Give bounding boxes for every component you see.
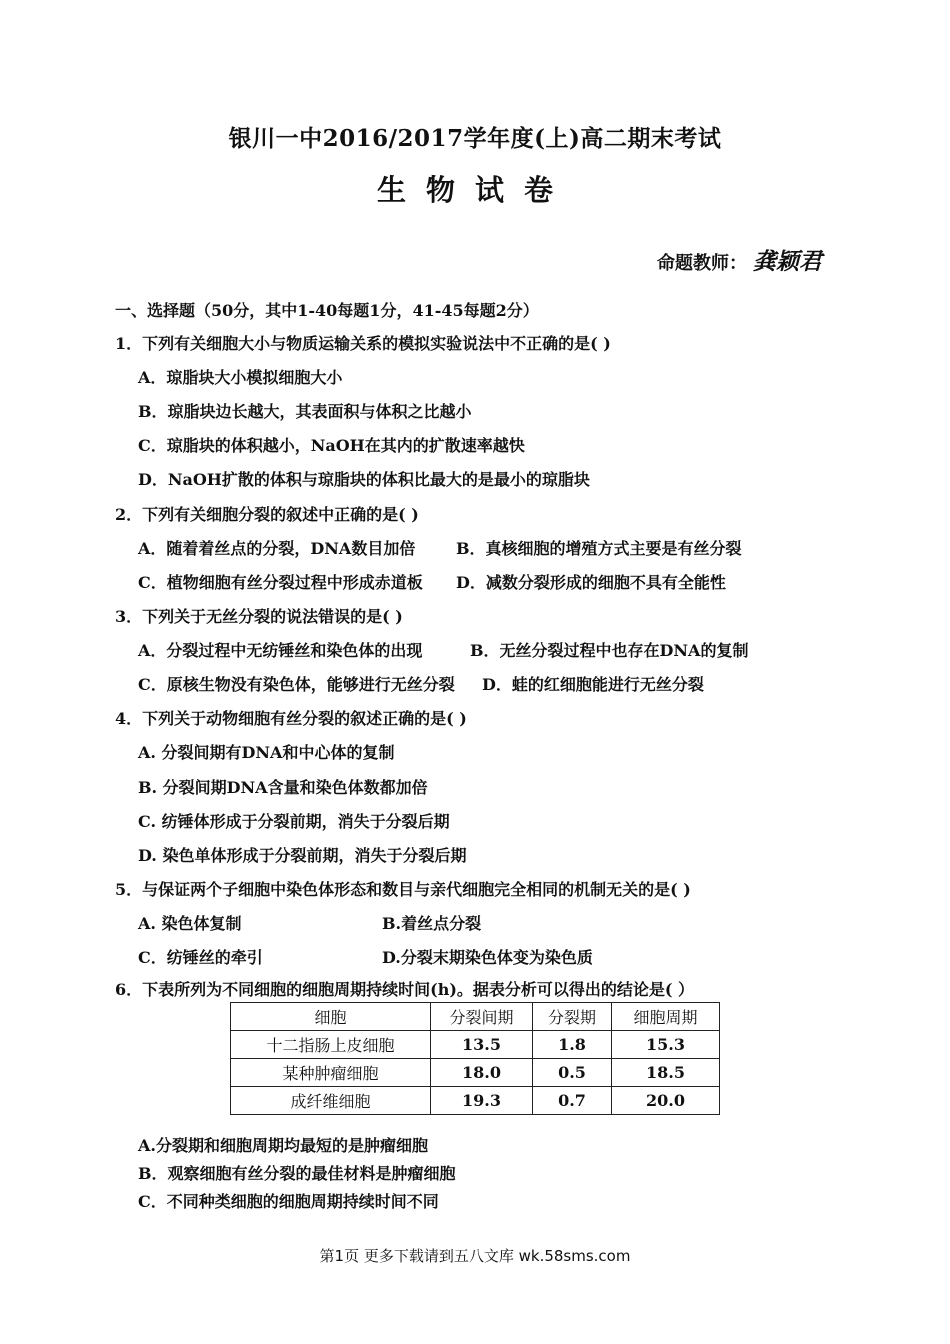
table-row (231, 1087, 720, 1115)
question-5-option-c: C．纺锤丝的牵引 (138, 948, 263, 967)
question-5-option-a: A. 染色体复制 (138, 914, 242, 933)
page-footer: 第1页 更多下载请到五八文库 wk.58sms.com (319, 1247, 631, 1265)
table-cell: 某种肿瘤细胞 (231, 1059, 431, 1087)
question-5-stem: 5．与保证两个子细胞中染色体形态和数目与亲代细胞完全相同的机制无关的是( ) (115, 880, 691, 899)
question-5-option-d: D.分裂末期染色体变为染色质 (382, 948, 593, 967)
table-row (231, 1031, 720, 1059)
table-cell: 15.3 (612, 1031, 720, 1059)
question-4-option-a: A. 分裂间期有DNA和中心体的复制 (138, 743, 395, 762)
question-1-option-c: C．琼脂块的体积越小，NaOH在其内的扩散速率越快 (138, 436, 525, 455)
author-line (657, 243, 822, 276)
question-3-option-d: D．蛙的红细胞能进行无丝分裂 (482, 675, 704, 694)
table-cell: 成纤维细胞 (231, 1087, 431, 1115)
question-4-option-b: B. 分裂间期DNA含量和染色体数都加倍 (138, 778, 428, 797)
question-6-option-b: B．观察细胞有丝分裂的最佳材料是肿瘤细胞 (138, 1164, 456, 1183)
author-name: 龚颖君 (753, 248, 822, 275)
question-5-option-b: B.着丝点分裂 (382, 914, 482, 933)
table-cell: 18.5 (612, 1059, 720, 1087)
question-1-option-a: A．琼脂块大小模拟细胞大小 (138, 368, 343, 387)
question-4-option-d: D. 染色单体形成于分裂前期，消失于分裂后期 (138, 846, 467, 865)
question-2-option-c: C．植物细胞有丝分裂过程中形成赤道板 (138, 573, 423, 592)
table-cell: 18.0 (431, 1059, 533, 1087)
exam-title: 银川一中2016/2017学年度(上)高二期末考试 (228, 125, 722, 152)
question-3-option-a: A．分裂过程中无纺锤丝和染色体的出现 (138, 641, 423, 660)
question-2-stem: 2．下列有关细胞分裂的叙述中正确的是( ) (115, 505, 419, 524)
exam-subtitle: 生物试卷 (376, 173, 573, 207)
question-4-option-c: C. 纺锤体形成于分裂前期，消失于分裂后期 (138, 812, 450, 831)
question-3-stem: 3．下列关于无丝分裂的说法错误的是( ) (115, 607, 403, 626)
question-2-option-b: B．真核细胞的增殖方式主要是有丝分裂 (456, 539, 742, 558)
question-2-option-d: D．减数分裂形成的细胞不具有全能性 (456, 573, 726, 592)
question-3-option-c: C．原核生物没有染色体，能够进行无丝分裂 (138, 675, 455, 694)
table-cell: 0.7 (533, 1087, 612, 1115)
table-cell: 19.3 (431, 1087, 533, 1115)
section-heading: 一、选择题（50分，其中1-40每题1分，41-45每题2分） (115, 301, 539, 320)
table-row (231, 1059, 720, 1087)
table-header: 细胞周期 (612, 1003, 720, 1031)
question-6-stem: 6．下表所列为不同细胞的细胞周期持续时间(h)。据表分析可以得出的结论是( ） (115, 980, 695, 999)
question-3-option-b: B．无丝分裂过程中也存在DNA的复制 (470, 641, 749, 660)
table-cell: 13.5 (431, 1031, 533, 1059)
table-cell: 1.8 (533, 1031, 612, 1059)
table-cell: 20.0 (612, 1087, 720, 1115)
question-6-option-a: A.分裂期和细胞周期均最短的是肿瘤细胞 (138, 1136, 428, 1155)
author-label: 命题教师： (657, 253, 747, 274)
question-1-stem: 1．下列有关细胞大小与物质运输关系的模拟实验说法中不正确的是( ) (115, 334, 611, 353)
question-6-option-c: C．不同种类细胞的细胞周期持续时间不同 (138, 1192, 439, 1211)
table-header: 分裂期 (533, 1003, 612, 1031)
table-cell: 0.5 (533, 1059, 612, 1087)
table-header: 细胞 (231, 1003, 431, 1031)
table-header-row (231, 1003, 720, 1031)
question-2-option-a: A．随着着丝点的分裂，DNA数目加倍 (138, 539, 416, 558)
cell-cycle-table (230, 1002, 720, 1115)
table-header: 分裂间期 (431, 1003, 533, 1031)
question-4-stem: 4．下列关于动物细胞有丝分裂的叙述正确的是( ) (115, 709, 467, 728)
question-1-option-b: B．琼脂块边长越大，其表面积与体积之比越小 (138, 402, 472, 421)
question-1-option-d: D．NaOH扩散的体积与琼脂块的体积比最大的是最小的琼脂块 (138, 470, 590, 489)
table-cell: 十二指肠上皮细胞 (231, 1031, 431, 1059)
